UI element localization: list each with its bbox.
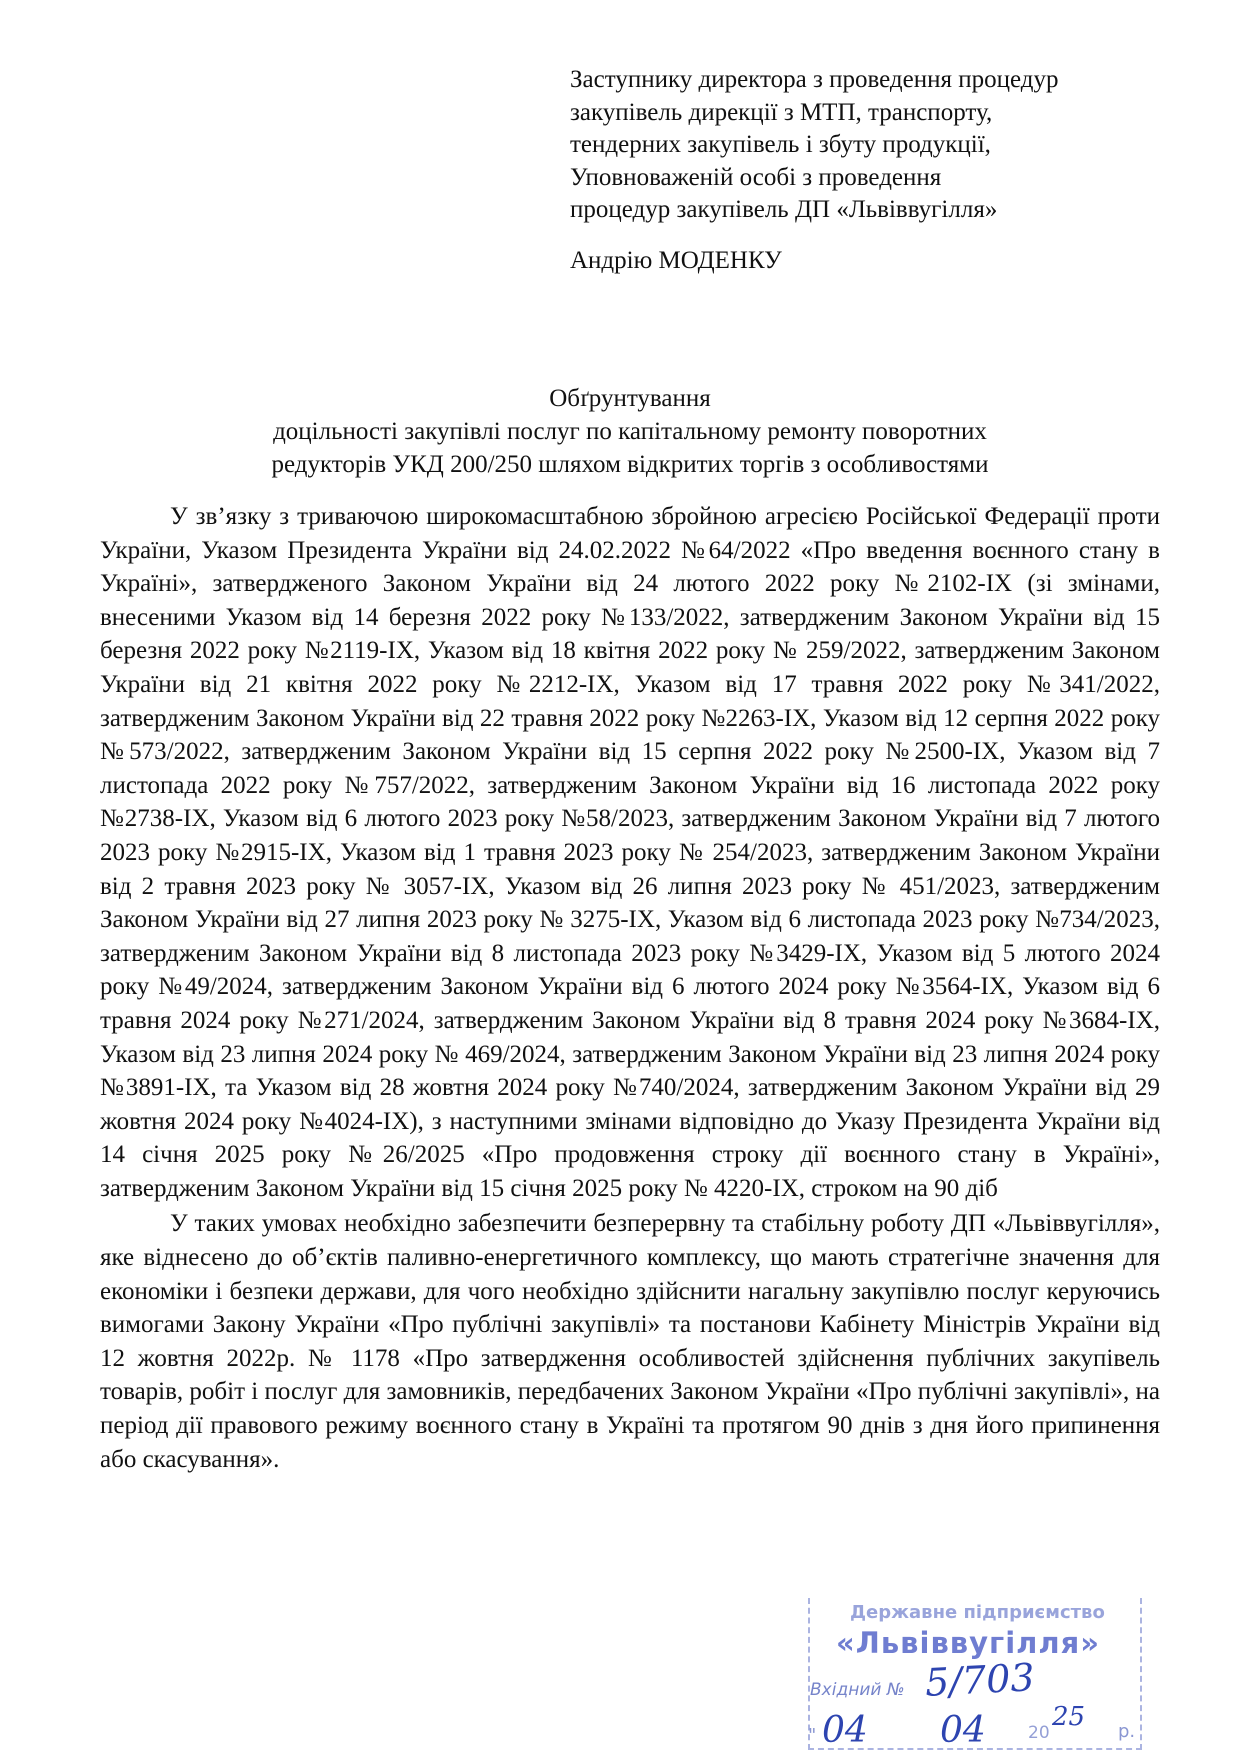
addressee-block [570,64,1170,277]
addressee-line: процедур закупівель ДП «Львіввугілля» [570,196,998,223]
stamp-date-day: 04 [822,1710,868,1751]
stamp-year-prefix: 20 [1028,1723,1050,1743]
stamp-incoming-number: 5/703 [923,1655,1036,1705]
stamp-year-suffix: р. [1118,1721,1136,1742]
stamp-date-quote: " [808,1725,817,1746]
body-paragraph: У таких умовах необхідно забезпечити безперервну та стабільну роботу ДП «Львіввугілля», яке віднесено до об’єктів паливно-енергетичного комплексу, що мають стратегічне значення для економіки і безпеки держави, для чого необхідно здійснити нагальну закупівлю послуг керуючись вимогами Закону України «Про публічні закупівлі» та постанови Кабінету Міністрів України від 12 жовтня 2022р. № 1178 «Про затвердження особливостей здійснення публічних закупівель товарів, робіт і послуг для замовників, передбачених Законом України «Про публічні закупівлі», на період дії правового режиму воєнного стану в Україні та протягом 90 днів з дня його припинення або скасування». [100,1210,1160,1473]
addressee-name: Андрію МОДЕНКУ [570,246,782,274]
stamp-incoming-label: Вхідний № [810,1680,905,1700]
title-heading: Обґрунтування [549,385,711,412]
stamp-org-name: «Львіввугілля» [836,1626,1100,1660]
addressee-line: Уповноваженій особі з проведення [570,163,942,191]
addressee-line: Заступнику директора з проведення процедур [570,66,1059,93]
addressee-line: тендерних закупівель і збуту продукції, [570,131,991,158]
title-line: редукторів УКД 200/250 шляхом відкритих торгів з особливостями [271,451,989,478]
registration-stamp [800,1598,1145,1758]
title-line: доцільності закупівлі послуг по капітальному ремонту поворотних [273,418,987,445]
document-body [100,500,1160,1476]
stamp-org-type: Державне підприємство [850,1602,1105,1623]
stamp-date-year: 25 [1052,1702,1086,1732]
addressee-line: закупівель дирекції з МТП, транспорту, [570,98,993,126]
stamp-date-month: 04 [940,1710,986,1751]
body-paragraph: У зв’язку з триваючою широкомасштабною збройною агресією Російської Федерації проти України, Указом Президента України від 24.02.2022 №64/2022 «Про введення воєнного стану в Україні», затвердженого Законом України від 24 лютого 2022 року №2102-IX (зі змінами, внесеними Указом від 14 березня 2022 року №133/2022, затвердженим Законом України від 15 березня 2022 року №2119-IX, Указом від 18 квітня 2022 року № 259/2022, затвердженим Законом України від 21 квітня 2022 року №2212-IX, Указом від 17 травня 2022 року №341/2022, затвердженим Законом України від 22 травня 2022 року №2263-IX, Указом від 12 серпня 2022 року №573/2022, затвердженим Законом України від 15 серпня 2022 року №2500-IX, Указом від 7 листопада 2022 року №757/2022, затвердженим Законом України від 16 листопада 2022 року №2738-IX, Указом від 6 лютого 2023 року №58/2023, затвердженим Законом України від 7 лютого 2023 року №2915-IX, Указом від 1 травня 2023 року № 254/2023, затвердженим Законом України від 2 травня 2023 року № 3057-IX, Указом від 26 липня 2023 року № 451/2023, затвердженим Законом України від 27 липня 2023 року № 3275-IX, Указом від 6 листопада 2023 року №734/2023, затвердженим Законом України від 8 листопада 2023 року №3429-IX, Указом від 5 лютого 2024 року №49/2024, затвердженим Законом України від 6 лютого 2024 року №3564-IX, Указом від 6 травня 2024 року №271/2024, затвердженим Законом України від 8 травня 2024 року №3684-IX, Указом від 23 липня 2024 року № 469/2024, затвердженим Законом України від 23 липня 2024 року №3891-IX, та Указом від 28 жовтня 2024 року №740/2024, затвердженим Законом України від 29 жовтня 2024 року №4024-IX), з наступними змінами відповідно до Указу Президента України від 14 січня 2025 року №26/2025 «Про продовження строку дії воєнного стану в Україні», затвердженим Законом України від 15 січня 2025 року № 4220-IX, строком на 90 діб [100,503,1160,1202]
document-title [100,382,1160,481]
